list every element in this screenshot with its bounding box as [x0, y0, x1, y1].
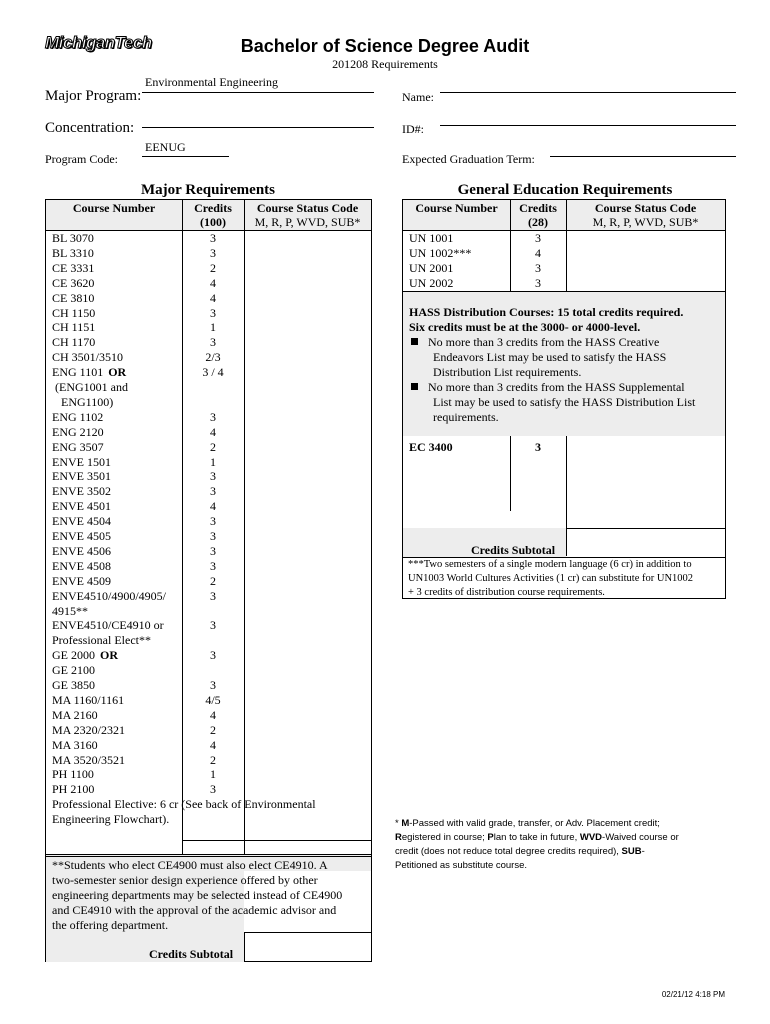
course-status-field[interactable]: [245, 380, 371, 394]
col-credits-total: (100): [200, 215, 226, 229]
course-number: ENVE 3501: [52, 469, 111, 484]
course-status-field[interactable]: [245, 618, 371, 632]
course-number: CE 3620: [52, 275, 95, 290]
col-course-number: Course Number: [72, 201, 156, 215]
name-field[interactable]: [440, 92, 736, 93]
major-course-cell: [52, 276, 94, 291]
program-code-field[interactable]: [142, 156, 229, 157]
michigan-tech-logo: MichiganTech: [45, 33, 152, 52]
course-status-field[interactable]: [245, 589, 371, 603]
course-status-field[interactable]: [245, 559, 371, 573]
program-code-label: Program Code:: [45, 152, 118, 166]
legend-line: [395, 859, 725, 873]
course-status-field[interactable]: [245, 633, 371, 647]
course-number: GE 2100: [52, 663, 95, 678]
course-credits: 2/3: [205, 350, 221, 365]
course-credits: 2: [210, 439, 216, 454]
course-number: ENVE 1501: [52, 454, 111, 469]
course-credits: 2: [210, 752, 216, 767]
course-credits: 4: [210, 499, 216, 514]
course-number: MA 1160/1161: [52, 692, 125, 707]
legend-text: egistered in course;: [401, 832, 488, 843]
course-status-field[interactable]: [245, 484, 371, 498]
major-course-cell: [52, 246, 94, 261]
col-status-code: Course Status Code: [256, 201, 359, 215]
gened-col-status-codes: M, R, P, WVD, SUB*: [592, 215, 699, 229]
gened-status-field[interactable]: [567, 276, 725, 290]
page-subtitle: 201208 Requirements: [332, 57, 438, 71]
course-number: MA 2320/2321: [52, 722, 126, 737]
course-number: CE 3810: [52, 290, 95, 305]
major-course-cell: [52, 335, 95, 350]
concentration-label: Concentration:: [45, 120, 135, 136]
course-credits: 3: [210, 678, 216, 692]
course-number: ENVE 4506: [52, 543, 111, 558]
gened-credits-subtotal-field[interactable]: [567, 529, 725, 557]
gened-footnote-line: ***Two semesters of a single modern language (6 cr) in addition to: [408, 559, 692, 570]
major-course-cell: [52, 306, 95, 321]
course-credits: 3: [210, 305, 216, 320]
major-course-cell: [52, 455, 111, 470]
major-course-cell: [52, 469, 111, 484]
gened-course-number: UN 2002: [409, 275, 454, 290]
course-credits: 3: [210, 588, 216, 603]
course-status-field[interactable]: [245, 231, 371, 245]
course-or: OR: [100, 648, 118, 663]
hass-bullet-1: [411, 335, 659, 350]
course-number: BL 3070: [52, 231, 94, 245]
gened-status-field[interactable]: [567, 261, 725, 275]
hass-line2: Six credits must be at the 3000- or 4000-level.: [409, 320, 641, 334]
course-status-field[interactable]: [245, 335, 371, 349]
course-number: Professional Elect**: [52, 633, 151, 648]
major-credits-subtotal-label: Credits Subtotal: [149, 947, 234, 961]
major-program-label: Major Program:: [45, 88, 142, 104]
course-credits: 3 / 4: [202, 365, 224, 380]
ec-3400-credits: 3: [535, 440, 541, 454]
major-course-cell: [52, 544, 111, 559]
legend-code: M: [401, 818, 410, 829]
course-credits: 3: [210, 543, 216, 558]
course-credits: 4: [210, 424, 216, 439]
major-course-cell: [52, 291, 94, 306]
hass-line1: HASS Distribution Courses: 15 total credits required.: [409, 305, 684, 319]
course-number: ENG 3507: [52, 439, 104, 454]
course-status-field[interactable]: [245, 246, 371, 260]
course-credits: 3: [210, 514, 216, 529]
course-credits: 1: [210, 320, 216, 335]
major-course-cell: [52, 723, 125, 738]
course-number: PH 1100: [52, 767, 94, 782]
id-label: ID#:: [402, 122, 424, 136]
course-status-field[interactable]: [245, 544, 371, 558]
course-status-field[interactable]: [245, 469, 371, 483]
print-timestamp: 02/21/12 4:18 PM: [661, 990, 725, 999]
legend-code: R: [395, 832, 402, 843]
hass-bullet-1-line: Distribution List requirements.: [433, 365, 582, 379]
legend-line: * M-Passed with valid grade, transfer, or Adv. Placement credit;: [395, 818, 660, 829]
course-number: GE 3850: [52, 678, 95, 692]
professional-elective-line1: Professional Elective: 6 cr (See back of Environmental: [52, 797, 316, 811]
course-number: CE 3331: [52, 260, 95, 275]
course-or: OR: [108, 365, 127, 380]
course-status-field[interactable]: [245, 425, 371, 439]
hass-bullet-2-line: requirements.: [433, 410, 499, 424]
course-status-field[interactable]: [245, 678, 371, 692]
major-course-cell: [52, 648, 118, 663]
course-credits: 3: [210, 558, 216, 573]
course-credits: 2: [210, 722, 216, 737]
major-course-cell: [52, 767, 94, 782]
gened-course-number: UN 2001: [409, 260, 454, 275]
course-credits: 3: [210, 335, 216, 350]
major-course-cell: [52, 529, 111, 544]
bullet-icon: [411, 383, 418, 390]
gened-col-status-code: Course Status Code: [594, 201, 697, 215]
hass-bullet-2-line: List may be used to satisfy the HASS Distribution List: [433, 395, 696, 409]
major-footnote-line: **Students who elect CE4900 must also elect CE4910. A: [52, 858, 328, 872]
course-status-field[interactable]: [245, 410, 371, 424]
gened-status-field[interactable]: [567, 437, 725, 451]
course-status-field[interactable]: [245, 365, 371, 379]
gened-col-credits-total: (28): [528, 215, 548, 229]
course-credits: 2: [210, 260, 216, 275]
major-requirements-table: [45, 199, 372, 962]
id-field[interactable]: [440, 125, 736, 126]
major-course-cell: [52, 633, 151, 648]
grad-term-field[interactable]: [550, 156, 736, 157]
course-number: CH 1151: [52, 320, 96, 335]
course-status-field[interactable]: [245, 276, 371, 290]
course-number: ENVE 4509: [52, 573, 111, 588]
bullet-icon: [411, 338, 418, 345]
major-course-cell: [52, 380, 128, 395]
legend-code: P: [487, 832, 494, 843]
major-program-field[interactable]: [142, 92, 374, 93]
professional-elective-line2: Engineering Flowchart).: [52, 812, 170, 826]
course-credits: 4: [210, 707, 216, 722]
course-credits: 3: [210, 469, 216, 484]
major-course-cell: [52, 320, 95, 335]
course-status-field[interactable]: [245, 291, 371, 305]
major-credits-subtotal-field[interactable]: [245, 933, 371, 962]
course-credits: 4/5: [205, 692, 221, 707]
major-course-cell: [52, 261, 94, 276]
course-credits: 3: [210, 782, 216, 797]
course-credits: 3: [210, 529, 216, 543]
course-number: BL 3310: [52, 245, 94, 260]
col-status-codes: M, R, P, WVD, SUB*: [254, 215, 361, 229]
course-status-field[interactable]: [245, 320, 371, 334]
course-number: ENVE4510/4900/4905/: [52, 588, 166, 603]
legend-line: [395, 831, 725, 845]
course-status-field[interactable]: [245, 648, 371, 662]
course-number: 4915**: [52, 603, 88, 618]
hass-bullet-1-line: No more than 3 credits from the HASS Creative: [428, 335, 660, 349]
major-footnote-line: two-semester senior design experience offered by other: [52, 873, 318, 887]
course-credits: 3: [210, 245, 216, 260]
major-course-cell: [52, 678, 95, 693]
gened-course-credits: 3: [535, 231, 541, 245]
course-status-field[interactable]: [245, 738, 371, 752]
course-credits: 3: [210, 409, 216, 424]
course-status-field[interactable]: [245, 455, 371, 469]
gened-status-field[interactable]: [567, 231, 725, 245]
course-number: ENVE4510/CE4910 or: [52, 618, 164, 633]
course-status-field[interactable]: [245, 350, 371, 364]
major-course-cell: [52, 604, 88, 619]
major-course-cell: [52, 365, 126, 380]
gened-course-number: UN 1002***: [409, 245, 472, 260]
gened-status-field[interactable]: [567, 246, 725, 260]
course-number: ENVE 4504: [52, 514, 111, 529]
course-number: ENVE 3502: [52, 484, 111, 499]
program-code-value: EENUG: [145, 140, 186, 154]
major-requirements-title: Major Requirements: [140, 182, 275, 198]
legend-code: WVD: [579, 832, 603, 843]
course-number: MA 3160: [52, 737, 98, 752]
course-number: CH 1170: [52, 335, 96, 350]
legend-text: -Passed with valid grade, transfer, or Adv. Placement credit;: [409, 818, 660, 829]
legend-text: lan to take in future,: [493, 832, 580, 843]
gened-col-course-number: Course Number: [415, 201, 498, 215]
major-program-value: Environmental Engineering: [145, 75, 278, 89]
course-number: CH 3501/3510: [52, 350, 124, 365]
major-course-cell: [52, 708, 98, 723]
major-course-cell: [52, 499, 111, 514]
course-credits: 4: [210, 290, 216, 305]
course-number: ENG1100): [52, 394, 114, 409]
course-number: ENG 1102: [52, 409, 104, 424]
course-number: PH 2100: [52, 782, 95, 797]
course-status-field[interactable]: [245, 514, 371, 528]
gened-footnote-line: + 3 credits of distribution course requirements.: [408, 587, 605, 598]
major-course-cell: [52, 738, 98, 753]
col-credits: Credits: [194, 201, 232, 215]
major-course-cell: [52, 514, 111, 529]
course-credits: 1: [210, 767, 216, 782]
gened-footnote: [408, 558, 726, 600]
gened-course-number: UN 1001: [409, 231, 454, 245]
course-status-field[interactable]: [245, 261, 371, 275]
gened-course-credits: 3: [535, 260, 541, 275]
course-credits: 4: [210, 737, 216, 752]
ec-3400-course: EC 3400: [409, 440, 453, 454]
major-course-cell: [52, 440, 104, 455]
major-course-cell: [52, 618, 164, 633]
course-number: GE 2000: [52, 648, 95, 663]
legend-text: credit (does not reduce total degree credits required),: [395, 846, 622, 857]
course-status-field[interactable]: [245, 395, 371, 409]
legend-code: SUB: [621, 846, 642, 857]
course-number: ENVE 4501: [52, 499, 111, 514]
course-credits: 3: [210, 231, 216, 245]
major-course-cell: [52, 589, 166, 604]
gened-course-credits: 3: [535, 275, 541, 290]
course-status-field[interactable]: [245, 693, 371, 707]
course-credits: 3: [210, 618, 216, 633]
course-status-field[interactable]: [245, 529, 371, 543]
major-course-cell: [52, 350, 123, 365]
course-credits: 3: [210, 648, 216, 663]
course-status-field[interactable]: [245, 753, 371, 767]
major-course-cell: [52, 484, 111, 499]
legend-text: -: [641, 846, 645, 857]
major-course-cell: [52, 559, 111, 574]
course-number: ENG 2120: [52, 424, 104, 439]
gened-credits-subtotal-label: Credits Subtotal: [471, 543, 556, 557]
course-status-field[interactable]: [245, 604, 371, 618]
major-course-cell: [52, 753, 125, 768]
course-status-field[interactable]: [245, 499, 371, 513]
course-status-field[interactable]: [245, 708, 371, 722]
major-course-cell: [52, 231, 94, 246]
legend-text: Petitioned as substitute course.: [395, 860, 528, 871]
hass-bullet-1-line: Endeavors List may be used to satisfy the HASS: [433, 350, 667, 364]
course-status-field[interactable]: [245, 663, 371, 677]
major-footnote: [52, 858, 372, 933]
hass-bullet-2: [411, 380, 685, 395]
course-status-field[interactable]: [245, 782, 371, 796]
course-number: ENG 1101: [52, 365, 104, 380]
major-course-cell: [52, 574, 111, 589]
major-footnote-line: the offering department.: [52, 918, 169, 932]
course-status-field[interactable]: [245, 306, 371, 320]
major-course-cell: [52, 425, 104, 440]
hass-bullet-2-line: No more than 3 credits from the HASS Supplemental: [428, 380, 685, 394]
page-title: Bachelor of Science Degree Audit: [240, 36, 530, 56]
gened-course-credits: 4: [535, 245, 541, 260]
grad-term-label: Expected Graduation Term:: [402, 152, 535, 166]
name-label: Name:: [402, 90, 434, 104]
course-status-field[interactable]: [245, 723, 371, 737]
course-number: ENVE 4508: [52, 558, 111, 573]
legend-text: -Waived course or: [602, 832, 679, 843]
major-course-cell: [52, 410, 103, 425]
course-number: (ENG1001 and: [52, 380, 128, 394]
gened-footnote-line: UN1003 World Cultures Activities (1 cr) can substitute for UN1002: [408, 573, 694, 584]
gened-col-credits: Credits: [519, 201, 557, 215]
course-credits: 3: [210, 484, 216, 499]
course-status-field[interactable]: [245, 767, 371, 781]
course-credits: 2: [210, 573, 216, 588]
gened-requirements-title: General Education Requirements: [457, 182, 673, 198]
course-credits: 4: [210, 275, 216, 290]
course-number: CH 1150: [52, 305, 96, 320]
major-course-cell: [52, 782, 94, 797]
course-number: MA 2160: [52, 707, 98, 722]
major-course-cell: [52, 663, 95, 678]
status-code-legend: [395, 817, 725, 873]
concentration-field[interactable]: [142, 127, 374, 128]
major-footnote-line: and CE4910 with the approval of the academic advisor and: [52, 903, 337, 917]
course-number: MA 3520/3521: [52, 752, 126, 767]
course-status-field[interactable]: [245, 574, 371, 588]
major-course-cell: [52, 395, 113, 410]
major-course-cell: [52, 693, 124, 708]
course-credits: 1: [210, 454, 216, 469]
legend-line: [395, 845, 725, 859]
gened-requirements-table: [402, 199, 726, 599]
course-status-field[interactable]: [245, 440, 371, 454]
major-footnote-line: engineering departments may be selected instead of CE4900: [52, 888, 343, 902]
course-number: ENVE 4505: [52, 529, 111, 543]
